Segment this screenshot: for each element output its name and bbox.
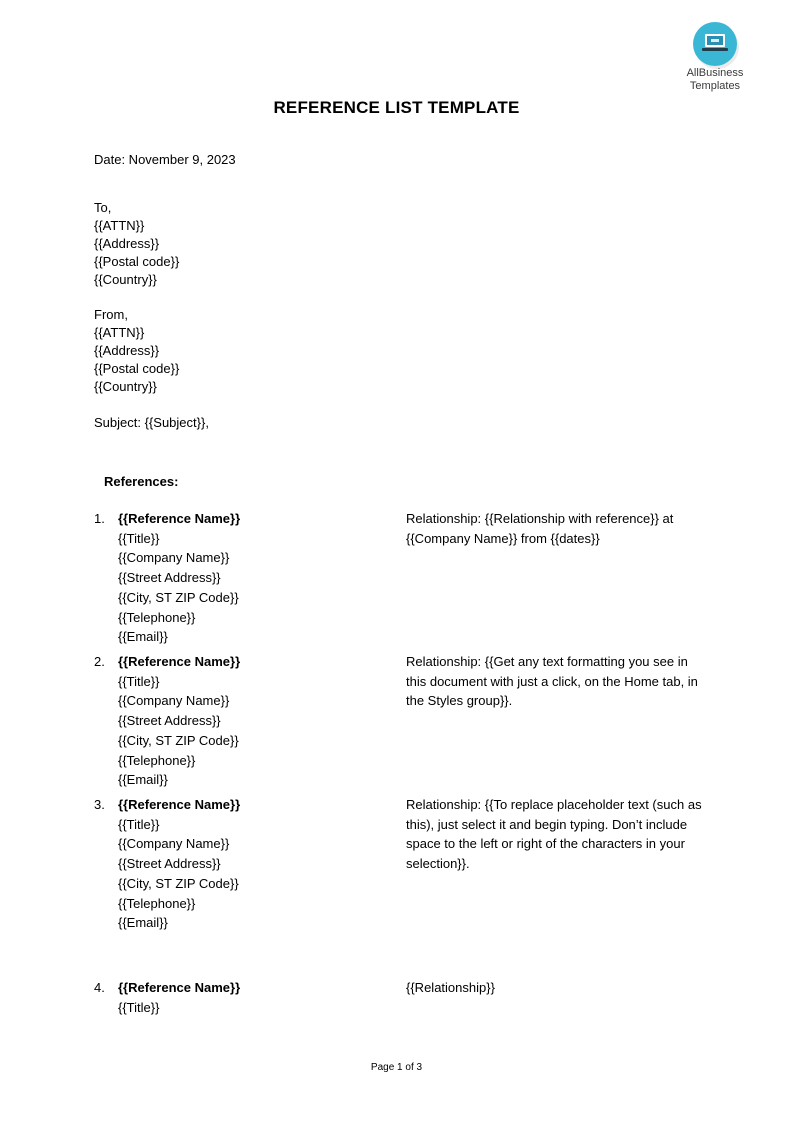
reference-name: {{Reference Name}} (118, 980, 241, 995)
page-title: REFERENCE LIST TEMPLATE (273, 98, 520, 117)
reference-city: {{City, ST ZIP Code}} (118, 732, 239, 748)
reference-street: {{Street Address}} (118, 713, 221, 729)
logo-text-line1: AllBusiness (686, 67, 744, 79)
logo-badge (693, 22, 737, 66)
laptop-icon (702, 33, 728, 53)
to-country: {{Country}} (94, 272, 157, 287)
reference-email: {{Email}} (118, 915, 168, 931)
reference-contact (118, 652, 240, 790)
reference-number: 3. (94, 797, 105, 812)
date-line: Date: November 9, 2023 (94, 152, 236, 167)
references-heading: References: (104, 474, 179, 489)
from-address: {{Address}} (94, 343, 160, 358)
reference-telephone: {{Telephone}} (118, 895, 196, 911)
from-heading: From, (94, 307, 128, 322)
reference-company: {{Company Name}} (118, 550, 230, 566)
reference-number: 1. (94, 511, 105, 526)
reference-relationship: Relationship: {{To replace placeholder text (such as this), just select it and begin typing. Don’t include space to the left or right of the characters in your selection}}. (406, 797, 702, 871)
reference-title: {{Title}} (118, 530, 160, 546)
to-attn: {{ATTN}} (94, 218, 145, 233)
subject-line: Subject: {{Subject}}, (94, 415, 209, 430)
reference-relationship: Relationship: {{Get any text formatting you see in this document with just a click, on the Home tab, in the Styles group}}. (406, 654, 698, 708)
from-postal-code: {{Postal code}} (94, 361, 180, 376)
reference-name: {{Reference Name}} (118, 511, 241, 526)
from-country: {{Country}} (94, 379, 157, 394)
from-attn: {{ATTN}} (94, 325, 145, 340)
to-address-block (94, 199, 179, 289)
reference-title: {{Title}} (118, 673, 160, 689)
page-number-footer: Page 1 of 3 (370, 1062, 423, 1073)
reference-relationship: Relationship: {{Relationship with reference}} at {{Company Name}} from {{dates}} (406, 511, 674, 546)
reference-telephone: {{Telephone}} (118, 609, 196, 625)
reference-email: {{Email}} (118, 629, 168, 645)
reference-name: {{Reference Name}} (118, 654, 241, 669)
reference-street: {{Street Address}} (118, 570, 221, 586)
reference-telephone: {{Telephone}} (118, 752, 196, 768)
reference-number: 4. (94, 980, 105, 995)
reference-city: {{City, ST ZIP Code}} (118, 875, 239, 891)
reference-city: {{City, ST ZIP Code}} (118, 589, 239, 605)
to-postal-code: {{Postal code}} (94, 254, 180, 269)
to-address: {{Address}} (94, 236, 160, 251)
reference-contact (118, 795, 240, 933)
reference-title: {{Title}} (118, 999, 160, 1015)
reference-email: {{Email}} (118, 772, 168, 788)
reference-company: {{Company Name}} (118, 836, 230, 852)
reference-company: {{Company Name}} (118, 693, 230, 709)
reference-number: 2. (94, 654, 105, 669)
logo-text-line2: Templates (689, 80, 741, 92)
reference-relationship: {{Relationship}} (406, 980, 495, 995)
company-logo (680, 22, 750, 92)
reference-name: {{Reference Name}} (118, 797, 241, 812)
from-address-block (94, 306, 179, 396)
reference-contact (118, 978, 240, 1017)
reference-title: {{Title}} (118, 816, 160, 832)
reference-contact (118, 509, 240, 647)
to-heading: To, (94, 200, 112, 215)
reference-street: {{Street Address}} (118, 856, 221, 872)
